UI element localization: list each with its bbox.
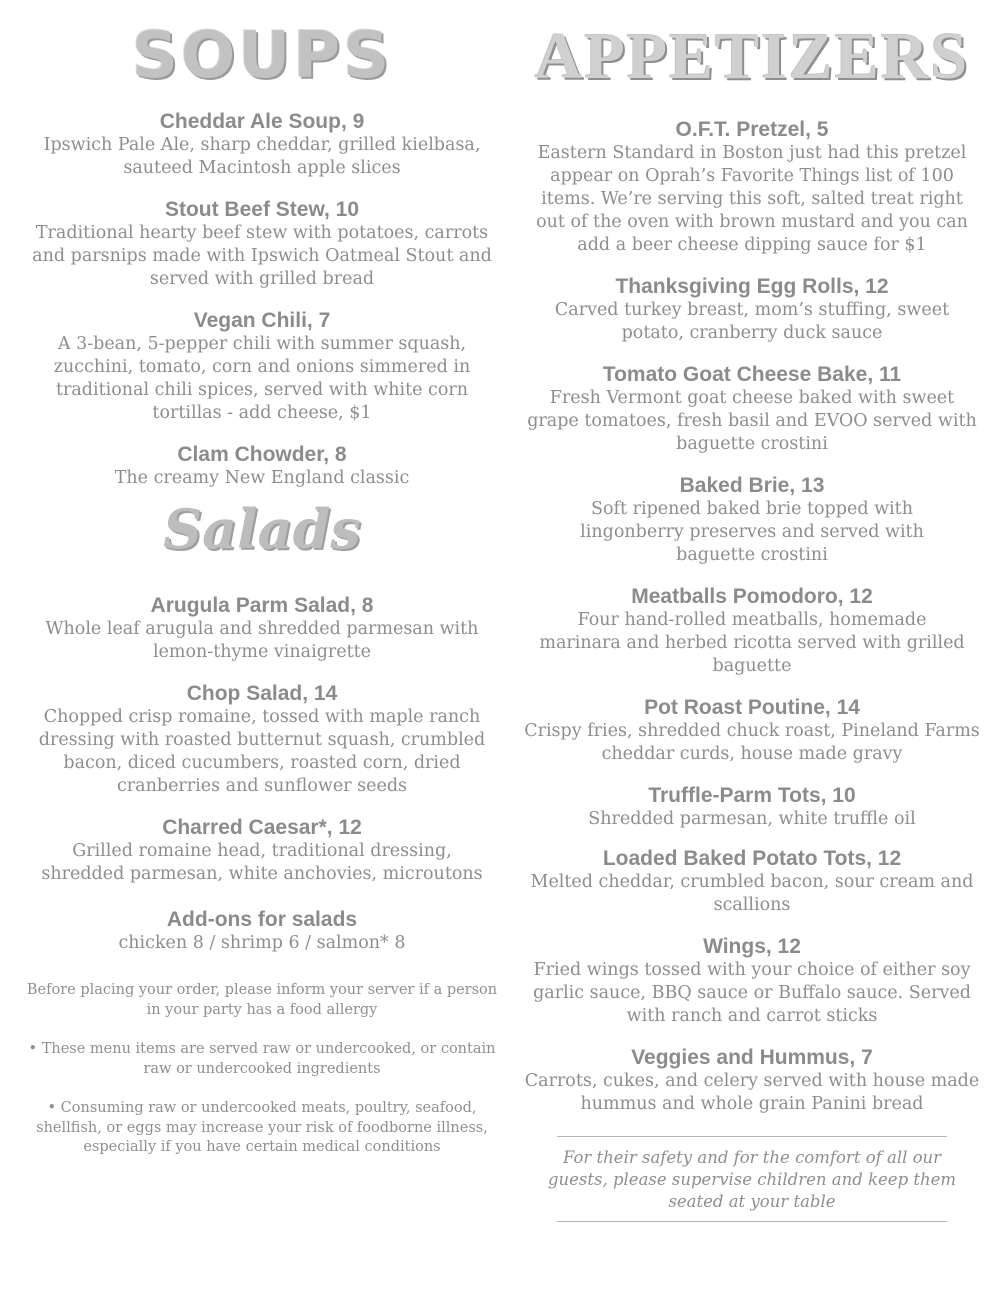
menu-item-charred-caesar [22, 816, 502, 886]
item-description: Fresh Vermont goat cheese baked with sweet grape tomatoes, fresh basil and EVOO served with baguette crostini [527, 388, 977, 454]
menu-item-clam-chowder [22, 443, 502, 490]
menu-item-chop-salad [22, 682, 502, 798]
left-column [22, 0, 502, 1178]
menu-item-truffle-parm-tots [522, 784, 982, 831]
item-description: Shredded parmesan, white truffle oil [588, 809, 916, 829]
item-description: Four hand-rolled meatballs, homemade marinara and herbed ricotta served with grilled baguette [539, 610, 965, 676]
menu-item-stout-beef-stew [22, 198, 502, 291]
menu-item-wings [522, 935, 982, 1028]
safety-text: For their safety and for the comfort of all our guests, please supervise children and keep them seated at your table [547, 1148, 957, 1211]
item-description: Soft ripened baked brie topped with lingonberry preserves and served with baguette crostini [580, 499, 924, 565]
item-name: Thanksgiving Egg Rolls, 12 [615, 275, 889, 298]
item-description: A 3-bean, 5-pepper chili with summer squash, zucchini, tomato, corn and onions simmered in traditional chili spices, served with white corn tortillas - add cheese, $1 [53, 334, 471, 423]
item-name: Cheddar Ale Soup, 9 [159, 110, 365, 133]
item-name: Pot Roast Poutine, 14 [644, 696, 860, 719]
consumer-advisory-note: • Consuming raw or undercooked meats, poultry, seafood, shellfish, or eggs may increase your risk of foodborne illness, especially if you have certain medical conditions [36, 1100, 488, 1155]
menu-item-veggies-and-hummus [522, 1046, 982, 1116]
item-name: Baked Brie, 13 [679, 474, 825, 497]
item-name: Veggies and Hummus, 7 [631, 1046, 873, 1069]
menu-item-pot-roast-poutine [522, 696, 982, 766]
item-name: Wings, 12 [703, 935, 801, 958]
item-name: Vegan Chili, 7 [193, 309, 331, 332]
item-description: Chopped crisp romaine, tossed with maple ranch dressing with roasted butternut squash, crumbled bacon, diced cucumbers, roasted corn, dried cranberries and sunflower seeds [38, 707, 486, 796]
menu-item-salad-addons [22, 908, 502, 955]
item-name: Stout Beef Stew, 10 [164, 198, 360, 221]
item-name: Loaded Baked Potato Tots, 12 [602, 847, 902, 870]
item-description: Whole leaf arugula and shredded parmesan with lemon-thyme vinaigrette [45, 619, 479, 662]
item-description: Grilled romaine head, traditional dressing, shredded parmesan, white anchovies, microutons [41, 841, 483, 884]
item-description: Carved turkey breast, mom’s stuffing, sweet potato, cranberry duck sauce [554, 300, 950, 343]
item-name: Arugula Parm Salad, 8 [150, 594, 374, 617]
allergy-notes [22, 981, 502, 1158]
item-description: Carrots, cukes, and celery served with house made hummus and whole grain Panini bread [524, 1071, 980, 1114]
menu-item-cheddar-ale-soup [22, 110, 502, 180]
item-name: Chop Salad, 14 [186, 682, 338, 705]
item-description: chicken 8 / shrimp 6 / salmon* 8 [118, 933, 406, 953]
item-name: Charred Caesar*, 12 [162, 816, 362, 839]
menu-item-tomato-goat-cheese-bake [522, 363, 982, 456]
divider [557, 1221, 947, 1222]
item-name: Clam Chowder, 8 [177, 443, 347, 466]
item-name: Meatballs Pomodoro, 12 [631, 585, 873, 608]
item-name: Add-ons for salads [166, 908, 358, 931]
item-name: Truffle-Parm Tots, 10 [648, 784, 856, 807]
item-name: Tomato Goat Cheese Bake, 11 [602, 363, 902, 386]
menu-item-loaded-baked-potato-tots [522, 847, 982, 917]
menu-item-arugula-parm-salad [22, 594, 502, 664]
raw-items-note: • These menu items are served raw or undercooked, or contain raw or undercooked ingredients [28, 1041, 496, 1077]
appetizers-heading: APPETIZERS [534, 20, 970, 93]
allergy-note: Before placing your order, please inform your server if a person in your party has a food allergy [26, 982, 498, 1018]
item-description: Eastern Standard in Boston just had this pretzel appear on Oprah’s Favorite Things list of 100 items. We’re serving this soft, salted treat right out of the oven with brown mustard and you can add a beer cheese dipping sauce for $1 [536, 143, 968, 255]
item-description: Fried wings tossed with your choice of either soy garlic sauce, BBQ sauce or Buffalo sauce. Served with ranch and carrot sticks [533, 960, 971, 1026]
item-description: Traditional hearty beef stew with potatoes, carrots and parsnips made with Ipswich Oatmeal Stout and served with grilled bread [32, 223, 492, 289]
item-name: O.F.T. Pretzel, 5 [675, 118, 829, 141]
menu-item-meatballs-pomodoro [522, 585, 982, 678]
menu-item-vegan-chili [22, 309, 502, 425]
safety-notice [522, 1136, 982, 1222]
menu-item-oft-pretzel [522, 118, 982, 257]
salads-heading: Salads [163, 497, 361, 561]
item-description: Ipswich Pale Ale, sharp cheddar, grilled kielbasa, sauteed Macintosh apple slices [43, 135, 481, 178]
right-column [522, 0, 982, 1222]
menu-item-thanksgiving-egg-rolls [522, 275, 982, 345]
item-description: Crispy fries, shredded chuck roast, Pineland Farms cheddar curds, house made gravy [524, 721, 980, 764]
menu-item-baked-brie [522, 474, 982, 567]
soups-heading: SOUPS [131, 19, 393, 93]
item-description: The creamy New England classic [114, 468, 410, 488]
item-description: Melted cheddar, crumbled bacon, sour cream and scallions [530, 872, 974, 915]
